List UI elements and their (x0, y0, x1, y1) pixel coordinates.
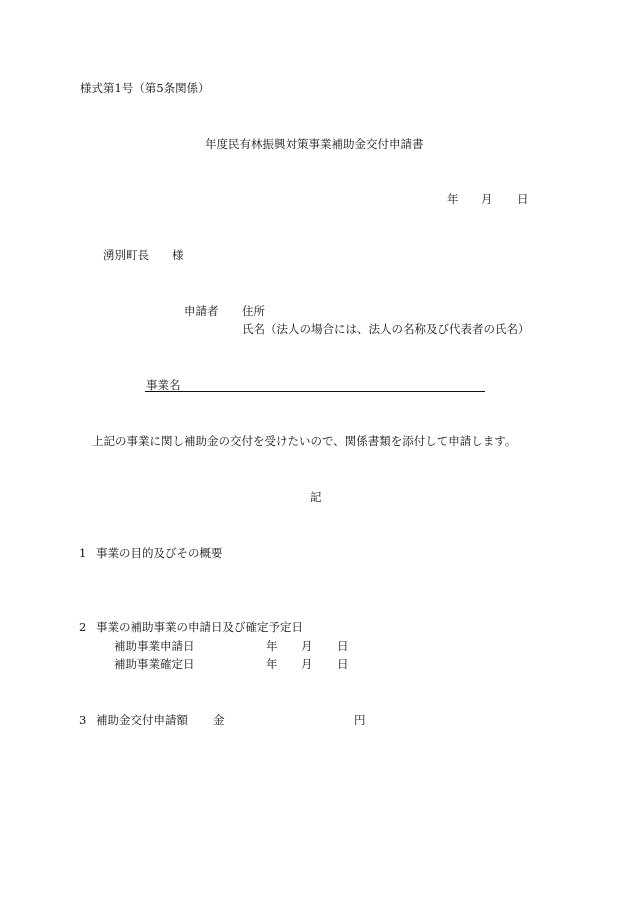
item-3-number: 3 (79, 713, 87, 727)
date-day: 日 (517, 192, 529, 206)
addressee-honorific: 様 (172, 248, 184, 262)
date-row-1-year: 年 (266, 639, 278, 653)
applicant-label: 申請者 (184, 304, 219, 318)
item-2-label: 事業の補助事業の申請日及び確定予定日 (96, 620, 303, 634)
date-row-2-year: 年 (266, 657, 278, 671)
name-label: 氏名（法人の場合には、法人の名称及び代表者の氏名） (242, 322, 530, 336)
item-1-label: 事業の目的及びその概要 (96, 546, 223, 560)
amount-prefix: 金 (213, 713, 225, 727)
ki-heading: 記 (310, 490, 322, 504)
date-row-1-label: 補助事業申請日 (114, 639, 195, 653)
date-year: 年 (447, 192, 459, 206)
address-label: 住所 (242, 304, 265, 318)
form-number: 様式第1号（第5条関係） (80, 81, 210, 95)
amount-unit: 円 (354, 713, 366, 727)
project-name-label: 事業名 (146, 378, 181, 392)
item-1-number: 1 (79, 546, 87, 560)
date-month: 月 (481, 192, 493, 206)
date-row-1-month: 月 (301, 639, 313, 653)
item-3-label: 補助金交付申請額 (96, 713, 188, 727)
request-text: 上記の事業に関し補助金の交付を受けたいので、関係書類を添付して申請します。 (92, 434, 517, 448)
project-name-underline (145, 377, 485, 392)
date-row-2-day: 日 (337, 657, 349, 671)
date-row-2-month: 月 (301, 657, 313, 671)
addressee-name: 湧別町長 (103, 248, 149, 262)
page-title: 年度民有林振興対策事業補助金交付申請書 (205, 137, 424, 151)
date-row-2-label: 補助事業確定日 (114, 657, 195, 671)
item-2-number: 2 (79, 620, 87, 634)
date-row-1-day: 日 (337, 639, 349, 653)
